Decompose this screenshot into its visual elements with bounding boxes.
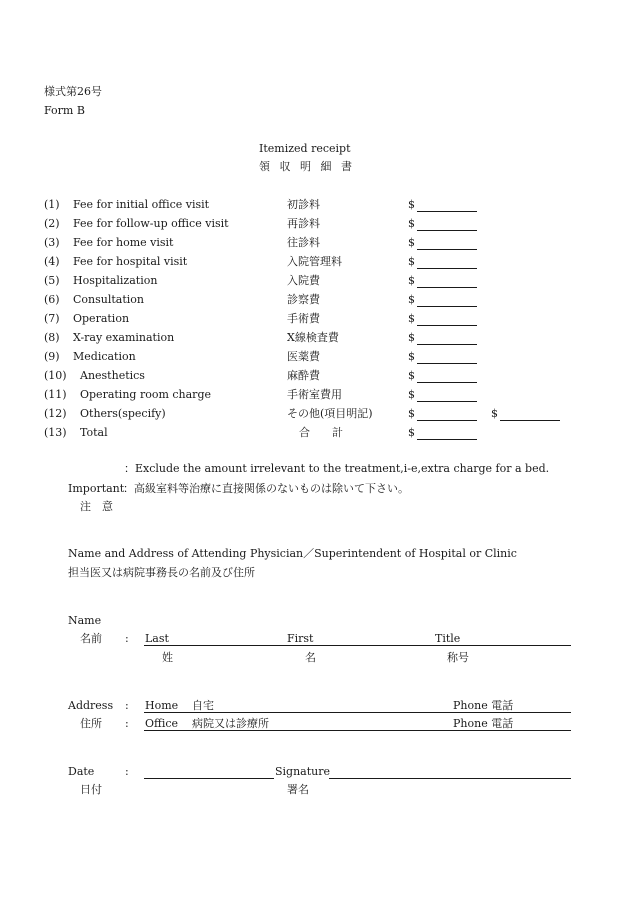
- amount-field[interactable]: [417, 235, 477, 250]
- item-label-en: Hospitalization: [73, 274, 158, 287]
- amount-field[interactable]: [417, 197, 477, 212]
- form-number-en: Form B: [44, 104, 85, 117]
- important-label: Important: [68, 482, 125, 495]
- item-number: (6): [44, 293, 60, 306]
- item-number: (8): [44, 331, 60, 344]
- item-label-en: Fee for initial office visit: [73, 198, 210, 211]
- currency-sign: $: [408, 331, 415, 344]
- item-label-jp: その他(項目明記): [287, 407, 373, 420]
- name-field[interactable]: [144, 645, 571, 646]
- currency-sign: $: [408, 312, 415, 325]
- currency-sign: $: [408, 407, 415, 420]
- office-address-field[interactable]: [144, 730, 571, 731]
- date-colon: :: [125, 765, 129, 778]
- item-label-jp: 合 計: [299, 426, 343, 439]
- office-label: Office: [145, 717, 179, 730]
- physician-heading-jp: 担当医又は病院事務長の名前及び住所: [68, 566, 255, 579]
- item-number: (11): [44, 388, 67, 401]
- amount-field[interactable]: [417, 292, 477, 307]
- name-title-label: Title: [435, 632, 461, 645]
- important-en-text: ：Exclude the amount irrelevant to the treatment,i-e,extra charge for a bed.: [124, 462, 550, 475]
- address-label-en: Address: [68, 699, 114, 712]
- amount-field[interactable]: [417, 406, 477, 421]
- home-label-jp: 自宅: [192, 699, 214, 712]
- office-phone-label: Phone 電話: [453, 717, 514, 730]
- home-label: Home: [145, 699, 179, 712]
- signature-field[interactable]: [329, 778, 571, 779]
- item-label-jp: 麻酔費: [287, 369, 320, 382]
- name-first-jp: 名: [305, 651, 316, 664]
- currency-sign: $: [408, 198, 415, 211]
- amount-field[interactable]: [417, 349, 477, 364]
- item-number: (13): [44, 426, 67, 439]
- address-colon-2: :: [125, 717, 129, 730]
- item-label-en: X-ray examination: [73, 331, 175, 344]
- currency-sign: $: [408, 369, 415, 382]
- item-label-jp: 医薬費: [287, 350, 320, 363]
- item-label-jp: 往診料: [287, 236, 320, 249]
- item-label-jp: 再診料: [287, 217, 320, 230]
- important-jp-label: 注 意: [80, 500, 113, 513]
- item-number: (3): [44, 236, 60, 249]
- item-number: (12): [44, 407, 67, 420]
- name-colon: :: [125, 632, 129, 645]
- physician-heading-en: Name and Address of Attending Physician／Superintendent of Hospital or Clinic: [68, 547, 517, 560]
- name-title-jp: 称号: [447, 651, 469, 664]
- item-label-en: Fee for follow-up office visit: [73, 217, 229, 230]
- currency-sign: $: [408, 217, 415, 230]
- address-colon-1: :: [125, 699, 129, 712]
- form-number-jp: 様式第26号: [44, 85, 102, 98]
- name-label-jp: 名前: [80, 632, 102, 645]
- item-label-en: Anesthetics: [80, 369, 145, 382]
- item-label-en: Others(specify): [80, 407, 166, 420]
- name-last-jp: 姓: [162, 651, 173, 664]
- item-label-en: Operating room charge: [80, 388, 211, 401]
- currency-sign: $: [408, 293, 415, 306]
- item-label-en: Fee for home visit: [73, 236, 174, 249]
- important-jp-text: ：高級室料等治療に直接関係のないものは除いて下さい。: [123, 482, 409, 495]
- title-jp: 領 収 明 細 書: [259, 160, 355, 173]
- item-label-jp: 診察費: [287, 293, 320, 306]
- item-number: (4): [44, 255, 60, 268]
- item-label-en: Fee for hospital visit: [73, 255, 188, 268]
- amount-field[interactable]: [417, 254, 477, 269]
- amount-field[interactable]: [417, 330, 477, 345]
- name-last-label: Last: [145, 632, 169, 645]
- item-number: (7): [44, 312, 60, 325]
- home-address-field[interactable]: [144, 712, 571, 713]
- item-label-jp: X線検査費: [287, 331, 339, 344]
- currency-sign: $: [408, 236, 415, 249]
- item-label-jp: 手術室費用: [287, 388, 342, 401]
- amount-field[interactable]: [417, 273, 477, 288]
- home-phone-label: Phone 電話: [453, 699, 514, 712]
- amount-field[interactable]: [417, 425, 477, 440]
- item-label-en: Medication: [73, 350, 136, 363]
- office-label-jp: 病院又は診療所: [192, 717, 269, 730]
- item-label-en: Total: [80, 426, 108, 439]
- item-number: (9): [44, 350, 60, 363]
- date-label-en: Date: [68, 765, 95, 778]
- amount-field[interactable]: [417, 387, 477, 402]
- name-first-label: First: [287, 632, 314, 645]
- item-label-en: Consultation: [73, 293, 144, 306]
- name-label-en: Name: [68, 614, 102, 627]
- item-label-jp: 入院管理料: [287, 255, 342, 268]
- date-field[interactable]: [144, 778, 274, 779]
- currency-sign: $: [408, 388, 415, 401]
- currency-sign: $: [408, 350, 415, 363]
- item-label-en: Operation: [73, 312, 130, 325]
- item-number: (5): [44, 274, 60, 287]
- address-label-jp: 住所: [80, 717, 102, 730]
- amount-field[interactable]: [417, 216, 477, 231]
- currency-sign-2: $: [491, 407, 498, 420]
- item-number: (1): [44, 198, 60, 211]
- signature-label-jp: 署名: [287, 783, 309, 796]
- item-label-jp: 初診料: [287, 198, 320, 211]
- item-label-jp: 入院費: [287, 274, 320, 287]
- amount-field[interactable]: [417, 368, 477, 383]
- amount-field[interactable]: [417, 311, 477, 326]
- item-number: (10): [44, 369, 67, 382]
- item-label-jp: 手術費: [287, 312, 320, 325]
- currency-sign: $: [408, 426, 415, 439]
- item-number: (2): [44, 217, 60, 230]
- date-label-jp: 日付: [80, 783, 102, 796]
- signature-label: Signature: [275, 765, 331, 778]
- title-en: Itemized receipt: [259, 142, 351, 155]
- currency-sign: $: [408, 274, 415, 287]
- amount-field-2[interactable]: [500, 406, 560, 421]
- currency-sign: $: [408, 255, 415, 268]
